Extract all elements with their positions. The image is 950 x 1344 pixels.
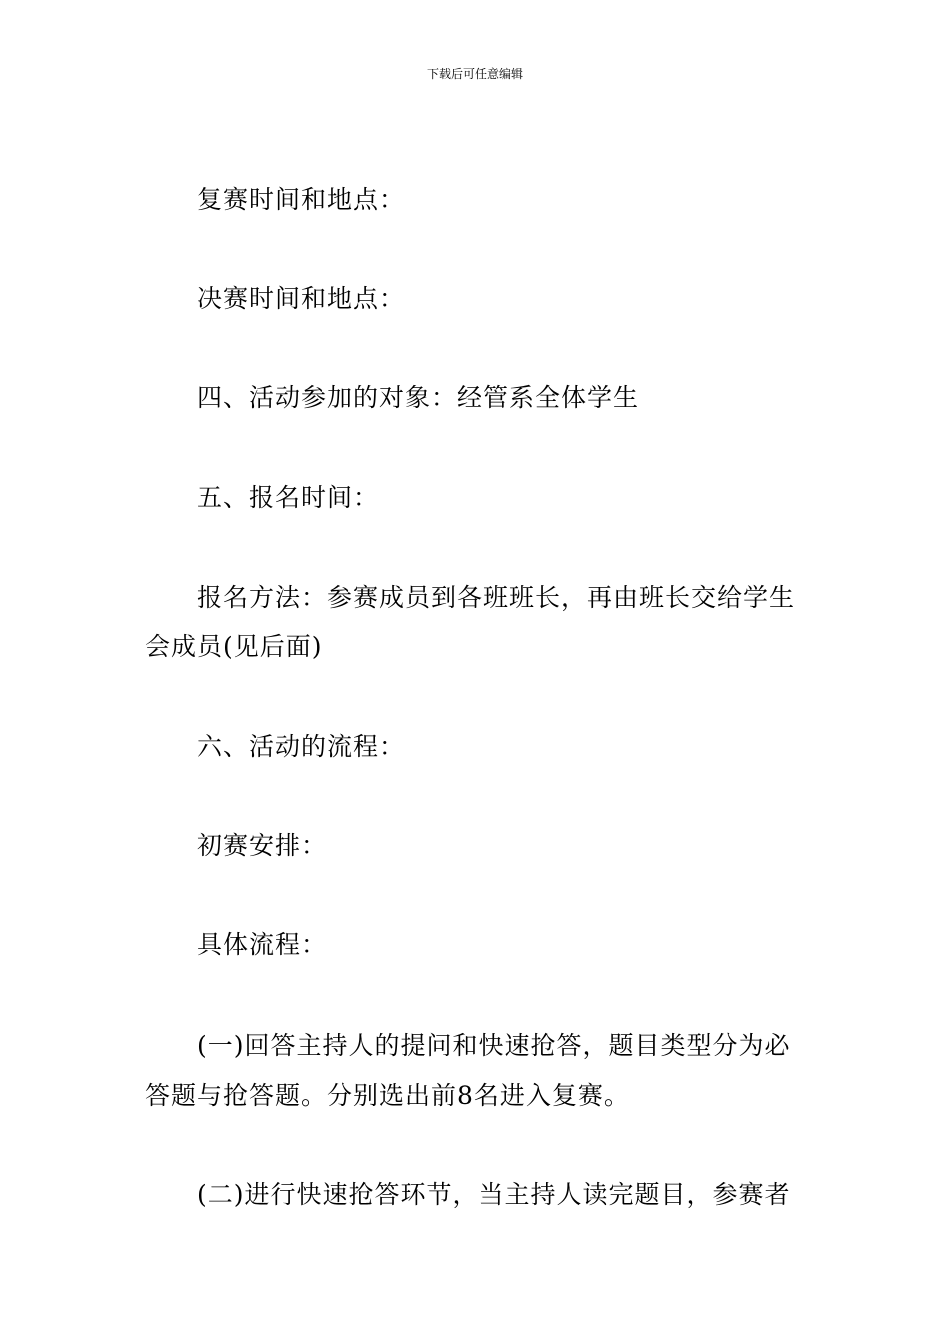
text-line-registration-time: 五、报名时间： bbox=[197, 483, 380, 512]
text-line-participants: 四、活动参加的对象：经管系全体学生 bbox=[197, 383, 640, 412]
text-line-preliminary: 初赛安排： bbox=[197, 831, 328, 860]
text-line-semifinal-time: 复赛时间和地点： bbox=[197, 185, 406, 214]
text-line-step-one-cont: 答题与抢答题。分别选出前8名进入复赛。 bbox=[145, 1081, 630, 1110]
text-line-specific-process: 具体流程： bbox=[197, 930, 328, 959]
text-line-process: 六、活动的流程： bbox=[197, 732, 406, 761]
text-line-registration-method-cont: 会成员(见后面) bbox=[145, 632, 323, 661]
text-line-step-one: (一)回答主持人的提问和快速抢答，题目类型分为必 bbox=[197, 1031, 791, 1060]
text-line-registration-method: 报名方法：参赛成员到各班班长，再由班长交给学生 bbox=[197, 583, 796, 612]
page-header: 下载后可任意编辑 bbox=[426, 67, 523, 81]
text-line-step-two: (二)进行快速抢答环节，当主持人读完题目，参赛者 bbox=[197, 1180, 791, 1209]
text-line-final-time: 决赛时间和地点： bbox=[197, 284, 406, 313]
